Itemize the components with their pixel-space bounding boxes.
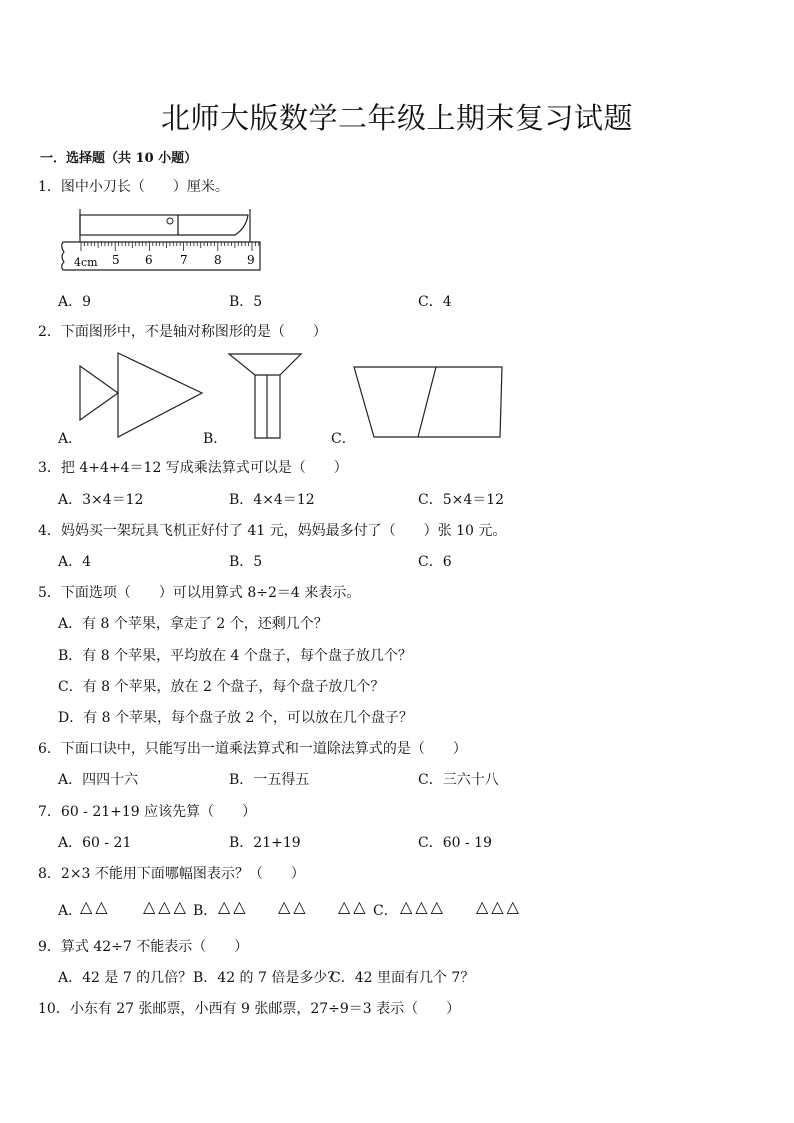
q8-a-triangles-group-2: △△△ (143, 897, 189, 916)
q4-option-b: B．5 (229, 554, 263, 570)
q6-option-a: A．四四十六 (58, 772, 139, 788)
q1-option-c: C．4 (418, 294, 452, 310)
q1-option-b: B．5 (229, 294, 263, 310)
q5-option-a: A．有 8 个苹果，拿走了 2 个，还剩几个？ (58, 616, 328, 632)
q8-c-triangles-group-1: △△△ (400, 897, 446, 916)
ruler-label-8: 8 (214, 253, 222, 267)
q7-option-c: C．60 - 19 (418, 835, 492, 851)
ruler-label-7: 7 (180, 253, 188, 267)
q8-a-triangles-group-1: △△ (80, 897, 111, 916)
q8-b-triangles-group-3: △△ (338, 897, 369, 916)
question-9: 9．算式 42÷7 不能表示（ ） (38, 939, 249, 955)
ruler-label-4cm: 4cm (74, 256, 98, 269)
q2-figure-b (226, 352, 306, 442)
q9-option-a: A．42 是 7 的几倍？ (58, 970, 193, 986)
question-1: 1．图中小刀长（ ）厘米。 (38, 179, 229, 195)
question-6: 6．下面口诀中，只能写出一道乘法算式和一道除法算式的是（ ） (38, 741, 467, 757)
knife-blade (178, 215, 248, 235)
q2-figure-a (78, 350, 206, 440)
question-3: 3．把 4+4+4＝12 写成乘法算式可以是（ ） (38, 460, 348, 476)
q3-option-a: A．3×4＝12 (58, 492, 144, 508)
q9-option-b: B．42 的 7 倍是多少？ (193, 970, 342, 986)
q8-b-triangles-group-1: △△ (218, 897, 249, 916)
question-10: 10．小东有 27 张邮票，小西有 9 张邮票，27÷9＝3 表示（ ） (38, 1001, 461, 1017)
q8-option-a: A． (58, 903, 83, 919)
q5-option-d: D．有 8 个苹果，每个盘子放 2 个，可以放在几个盘子？ (58, 710, 413, 726)
q2-option-a: A． (58, 431, 83, 447)
q3-option-c: C．5×4＝12 (418, 492, 505, 508)
ruler-label-5: 5 (112, 253, 120, 267)
q2-figure-c (352, 364, 504, 440)
section-heading: 一．选择题（共 10 小题） (40, 151, 198, 166)
page-title: 北师大版数学二年级上期末复习试题 (160, 101, 633, 135)
q2-option-b: B． (203, 431, 228, 447)
question-5: 5．下面选项（ ）可以用算式 8÷2＝4 来表示。 (38, 585, 361, 601)
q8-b-triangles-group-2: △△ (278, 897, 309, 916)
q7-option-a: A．60 - 21 (58, 835, 132, 851)
question-8: 8．2×3 不能用下面哪幅图表示？（ ） (38, 866, 305, 882)
q8-option-b: B． (193, 903, 218, 919)
q6-option-b: B．一五得五 (229, 772, 310, 788)
question-2: 2．下面图形中，不是轴对称图形的是（ ） (38, 324, 327, 340)
ruler-label-9: 9 (247, 253, 255, 267)
q4-option-c: C．6 (418, 554, 452, 570)
q5-option-c: C．有 8 个苹果，放在 2 个盘子，每个盘子放几个？ (58, 679, 385, 695)
q4-option-a: A．4 (58, 554, 92, 570)
knife-handle (80, 215, 178, 235)
q8-option-c: C． (373, 903, 398, 919)
q3-option-b: B．4×4＝12 (229, 492, 315, 508)
q5-option-b: B．有 8 个苹果，平均放在 4 个盘子，每个盘子放几个？ (58, 648, 412, 664)
knife-ruler-figure (60, 206, 265, 276)
question-4: 4．妈妈买一架玩具飞机正好付了 41 元，妈妈最多付了（ ）张 10 元。 (38, 523, 507, 539)
q1-option-a: A．9 (58, 294, 92, 310)
q9-option-c: C．42 里面有几个 7？ (330, 970, 475, 986)
question-7: 7．60 - 21+19 应该先算（ ） (38, 804, 257, 820)
knife-rivet (167, 218, 173, 224)
q2-option-c: C． (331, 431, 356, 447)
q8-c-triangles-group-2: △△△ (476, 897, 522, 916)
q7-option-b: B．21+19 (229, 835, 301, 851)
ruler-label-6: 6 (145, 253, 153, 267)
q6-option-c: C．三六十八 (418, 772, 499, 788)
